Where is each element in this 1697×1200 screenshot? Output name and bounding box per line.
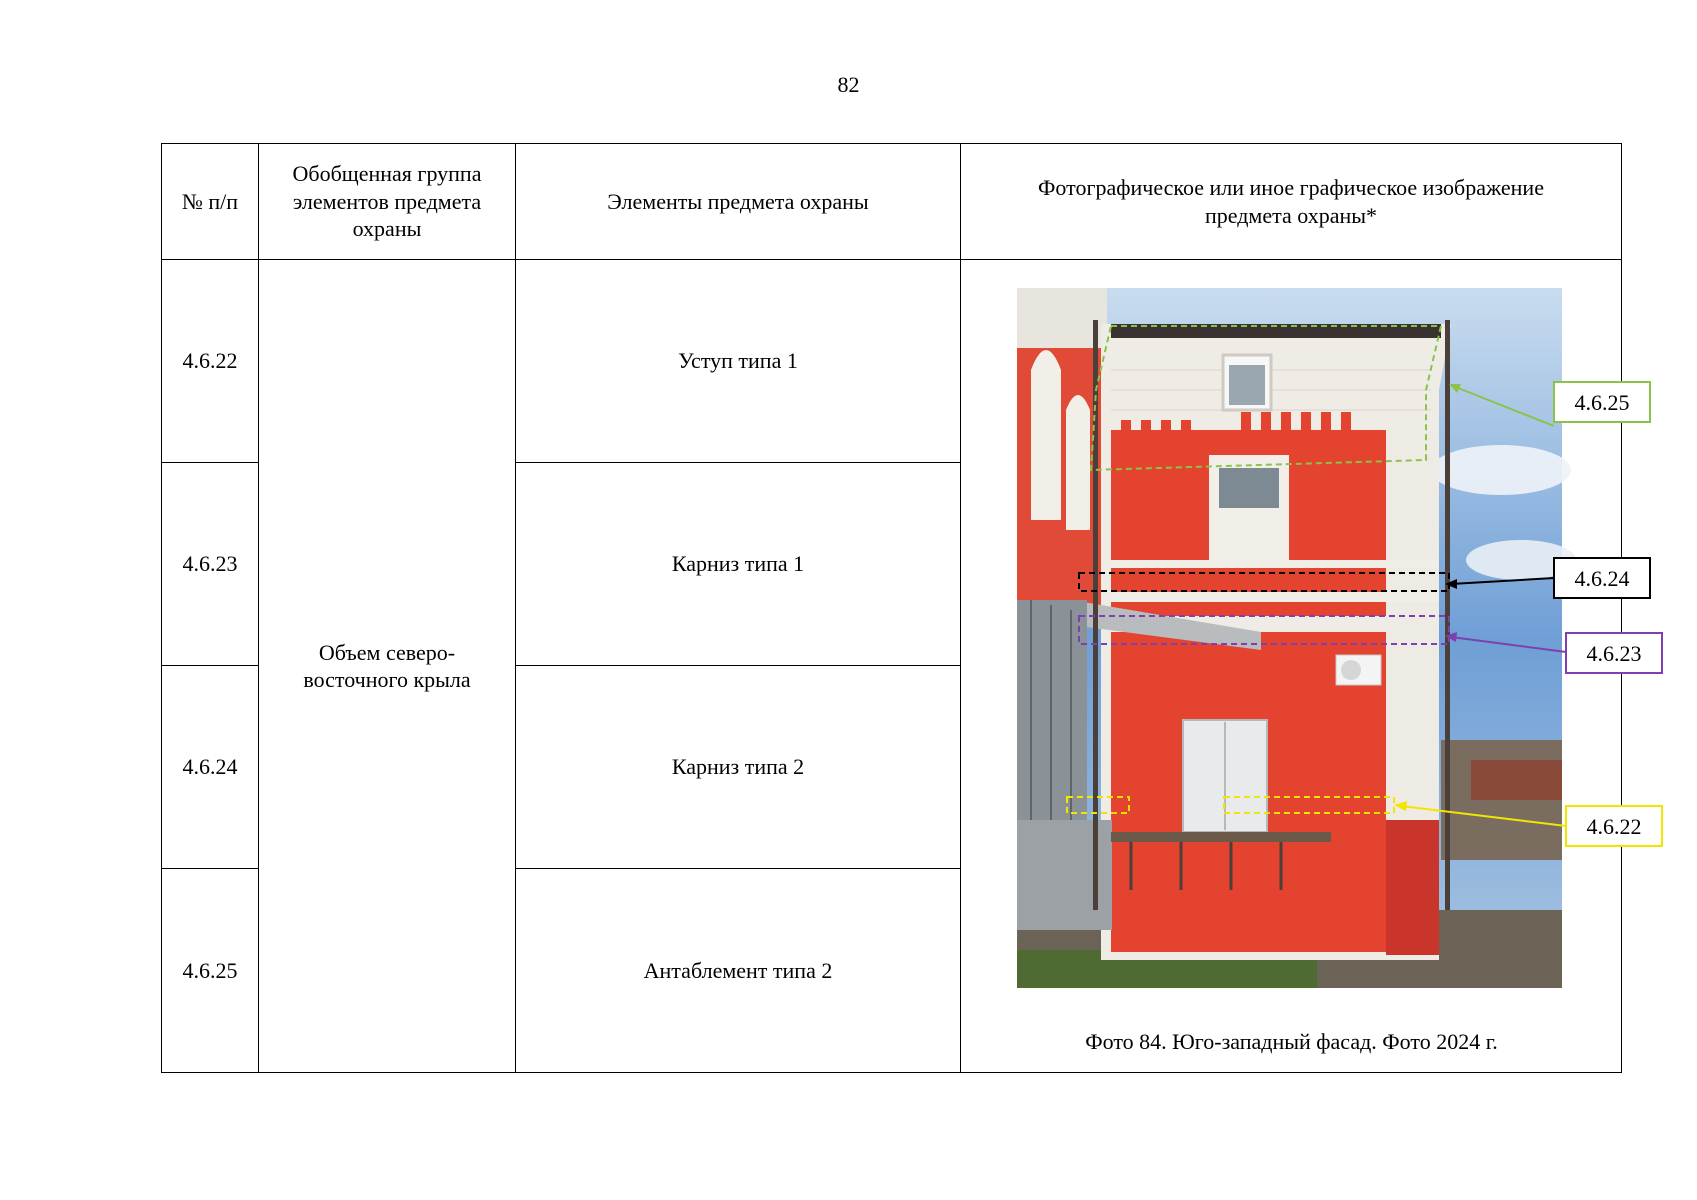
callout-label-4-6-24: 4.6.24 — [1574, 566, 1630, 591]
building-photo — [1017, 288, 1576, 988]
group-value: Объем северо-восточного крыла — [303, 639, 471, 692]
photo-cell — [961, 260, 1642, 1073]
header-group: Обобщенная группа элементов предмета охраны — [259, 144, 516, 260]
protection-elements-table — [161, 143, 1642, 1073]
callout-label-4-6-23: 4.6.23 — [1586, 641, 1642, 666]
row-num: 4.6.23 — [162, 463, 259, 666]
row-element: Уступ типа 1 — [516, 260, 961, 463]
table-header-row — [162, 144, 1622, 260]
group-cell — [259, 260, 516, 1073]
row-element: Антаблемент типа 2 — [516, 869, 961, 1073]
row-element: Карниз типа 1 — [516, 463, 961, 666]
row-num: 4.6.24 — [162, 666, 259, 869]
table-row — [162, 260, 1622, 463]
header-photo: Фотографическое или иное графическое изображение предмета охраны* — [961, 144, 1622, 260]
row-num: 4.6.22 — [162, 260, 259, 463]
header-elements: Элементы предмета охраны — [516, 144, 961, 260]
header-num: № п/п — [162, 144, 259, 260]
page-number: 82 — [837, 72, 860, 97]
row-element: Карниз типа 2 — [516, 666, 961, 869]
callout-label-4-6-22: 4.6.22 — [1586, 814, 1642, 839]
photo-caption: Фото 84. Юго-западный фасад. Фото 2024 г. — [1085, 1029, 1498, 1054]
callout-label-4-6-25: 4.6.25 — [1574, 390, 1630, 415]
row-num: 4.6.25 — [162, 869, 259, 1073]
facade-photo — [961, 260, 1642, 1072]
